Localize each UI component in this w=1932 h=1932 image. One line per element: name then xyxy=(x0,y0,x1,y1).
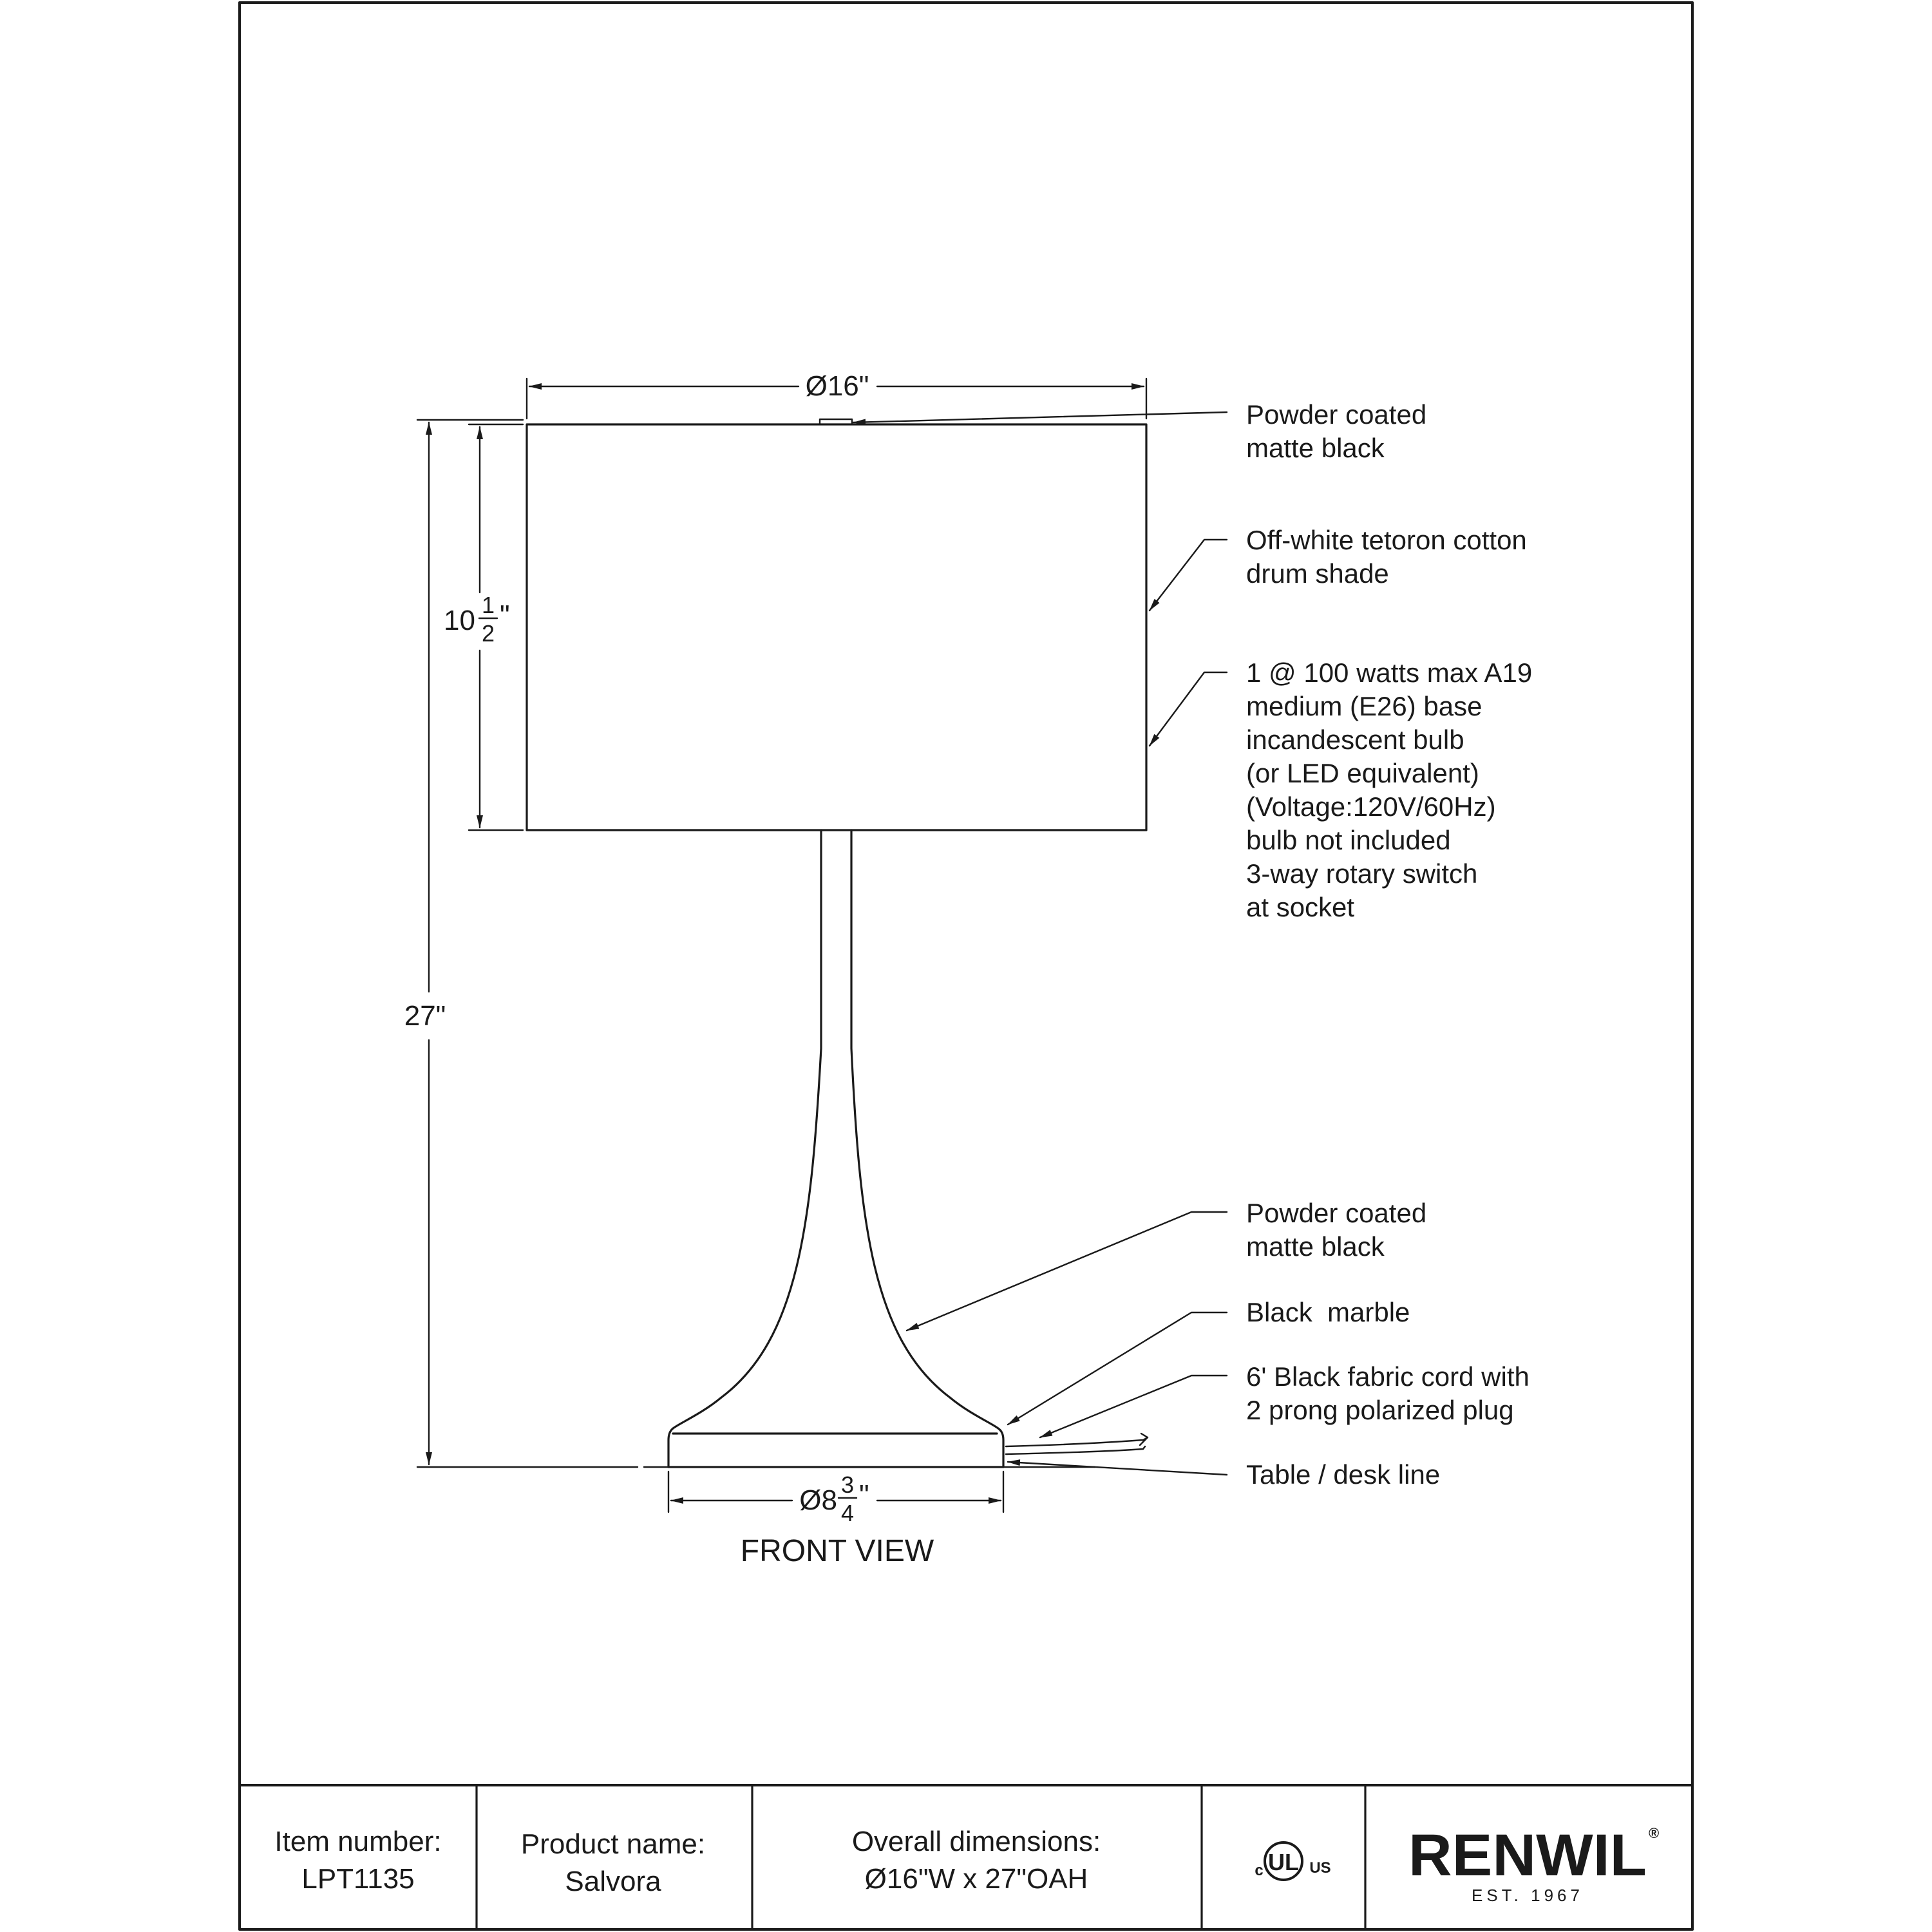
dim-shade-height xyxy=(444,592,510,647)
lamp-stem xyxy=(668,830,1003,1467)
dimensions xyxy=(404,370,1146,1568)
svg-text:EST. 1967: EST. 1967 xyxy=(1472,1886,1584,1905)
svg-text:US: US xyxy=(1309,1859,1331,1877)
view-label: FRONT VIEW xyxy=(740,1534,934,1568)
overall-dims-label: Overall dimensions: xyxy=(851,1826,1101,1857)
callout-stem: Powder coated matte black xyxy=(1246,1198,1427,1262)
lamp-drawing xyxy=(527,419,1148,1467)
svg-text:4: 4 xyxy=(840,1500,855,1526)
power-cord xyxy=(1006,1434,1148,1454)
item-number-value: LPT1135 xyxy=(301,1863,415,1895)
callout-marble: Black marble xyxy=(1246,1297,1410,1327)
svg-text:c: c xyxy=(1255,1862,1264,1879)
svg-text:": " xyxy=(500,600,510,631)
callout-finial: Powder coated matte black xyxy=(1246,399,1427,463)
svg-text:RENWIL: RENWIL xyxy=(1408,1823,1647,1888)
callout-cord: 6' Black fabric cord with 2 prong polarized plug xyxy=(1246,1361,1530,1425)
callout-table-line: Table / desk line xyxy=(1246,1459,1441,1490)
dim-base-diameter xyxy=(799,1472,869,1526)
dim-overall-height: 27" xyxy=(404,1000,446,1032)
item-number-label: Item number: xyxy=(274,1826,442,1857)
product-name-value: Salvora xyxy=(565,1866,661,1897)
callouts xyxy=(853,399,1540,1490)
svg-text:2: 2 xyxy=(481,620,495,647)
marble-base xyxy=(668,1434,1003,1467)
callout-bulb: 1 @ 100 watts max A19 medium (E26) base incandescent bulb (or LED equivalent) (Voltage:120V/60Hz) bulb not included 3-way rotary switch at socket xyxy=(1246,658,1533,922)
svg-text:1: 1 xyxy=(481,592,495,618)
renwil-logo xyxy=(1408,1823,1659,1905)
svg-text:10: 10 xyxy=(444,605,475,636)
svg-text:®: ® xyxy=(1649,1825,1660,1841)
svg-text:Ø8: Ø8 xyxy=(799,1484,837,1516)
title-block xyxy=(240,1785,1692,1929)
product-name-label: Product name: xyxy=(520,1828,706,1860)
svg-text:3: 3 xyxy=(840,1472,855,1498)
drum-shade xyxy=(527,424,1146,830)
svg-text:UL: UL xyxy=(1268,1849,1299,1875)
dim-shade-diameter: Ø16" xyxy=(805,370,869,402)
overall-dims-value: Ø16"W x 27"OAH xyxy=(864,1863,1088,1895)
ul-certification-icon xyxy=(1255,1842,1331,1880)
svg-text:": " xyxy=(859,1479,869,1511)
sheet-border xyxy=(240,3,1692,1929)
callout-shade: Off-white tetoron cotton drum shade xyxy=(1246,525,1527,589)
